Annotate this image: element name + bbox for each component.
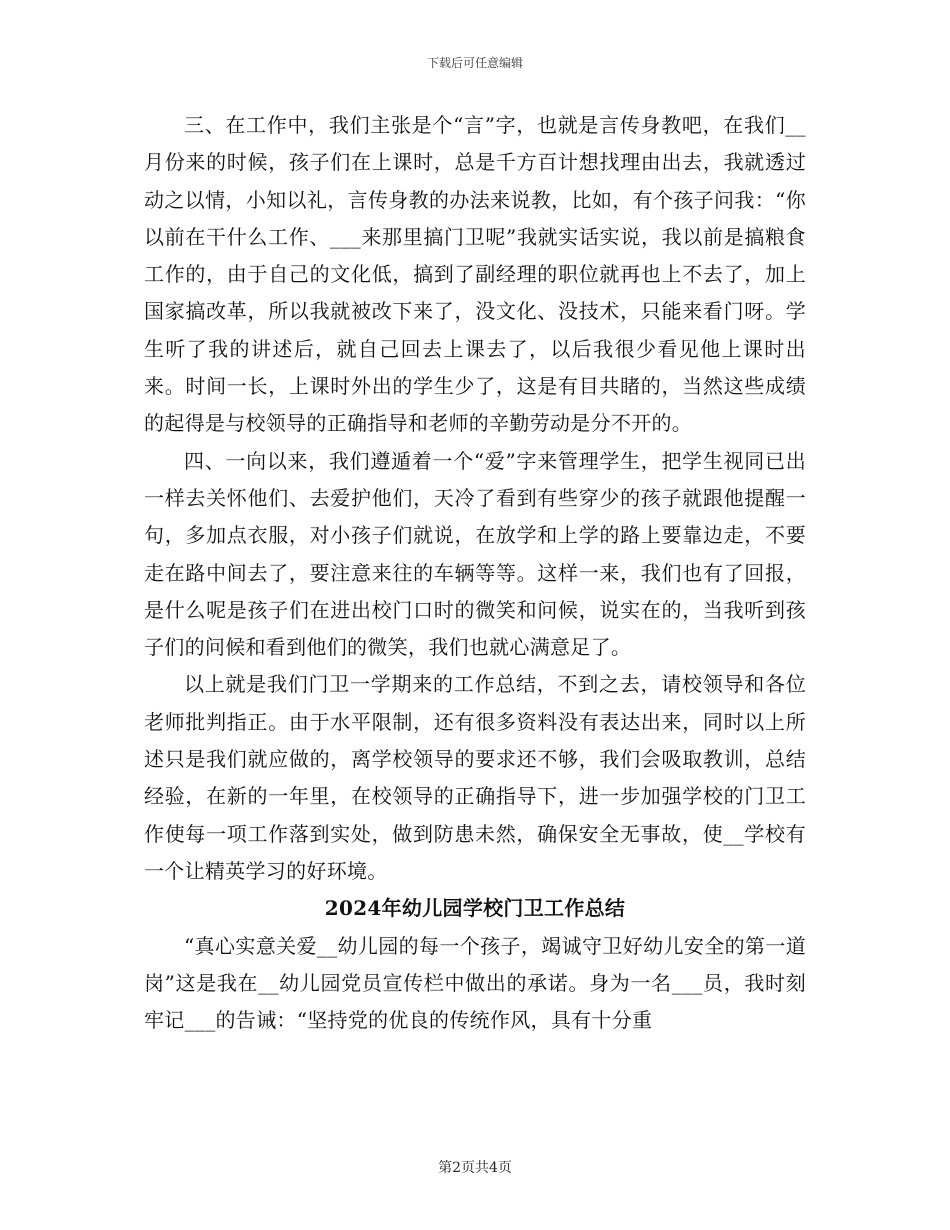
page-number: 第2页共4页 xyxy=(438,1160,512,1176)
paragraph-summary: 以上就是我们门卫一学期来的工作总结，不到之去，请校领导和各位老师批判指正。由于水平限制，还有很多资料没有表达出来，同时以上所述只是我们就应做的，离学校领导的要求还不够，我们会吸取教训，总结经验，在新的一年里，在校领导的正确指导下，进一步加强学校的门卫工作使每一项工作落到实处，做到防患未然，确保安全无事故，使__学校有一个让精英学习的好环境。 xyxy=(144,672,806,883)
document-body xyxy=(144,107,806,1039)
paragraph-three: 三、在工作中，我们主张是个“言”字，也就是言传身教吧，在我们__月份来的时候，孩子们在上课时，总是千方百计想找理由出去，我就透过动之以情，小知以礼，言传身教的办法来说教，比如，有个孩子问我：“你以前在干什么工作、___来那里搞门卫呢”我就实话实说，我以前是搞粮食工作的，由于自己的文化低，搞到了副经理的职位就再也上不去了，加上国家搞改革，所以我就被改下来了，没文化、没技术，只能来看门呀。学生听了我的讲述后，就自己回去上课去了，以后我很少看见他上课时出来。时间一长，上课时外出的学生少了，这是有目共睹的，当然这些成绩的起得是与校领导的正确指导和老师的辛勤劳动是分不开的。 xyxy=(144,113,806,436)
section-title: 2024年幼儿园学校门卫工作总结 xyxy=(324,896,626,921)
section-paragraph: “真心实意关爱__幼儿园的每一个孩子，竭诚守卫好幼儿安全的第一道岗”这是我在__幼儿园党员宣传栏中做出的承诺。身为一名___员，我时刻牢记___的告诫：“坚持党的优良的传统作风，具有十分重 xyxy=(144,933,806,1033)
page-header: 下载后可任意编辑 xyxy=(426,56,523,70)
paragraph-four: 四、一向以来，我们遵遁着一个“爱”字来管理学生，把学生视同已出一样去关怀他们、去爱护他们，天冷了看到有些穿少的孩子就跟他提醒一句，多加点衣服，对小孩子们就说，在放学和上学的路上要靠边走，不要走在路中间去了，要注意来往的车辆等等。这样一来，我们也有了回报，是什么呢是孩子们在进出校门口时的微笑和问候，说实在的，当我听到孩子们的问候和看到他们的微笑，我们也就心满意足了。 xyxy=(144,448,806,660)
